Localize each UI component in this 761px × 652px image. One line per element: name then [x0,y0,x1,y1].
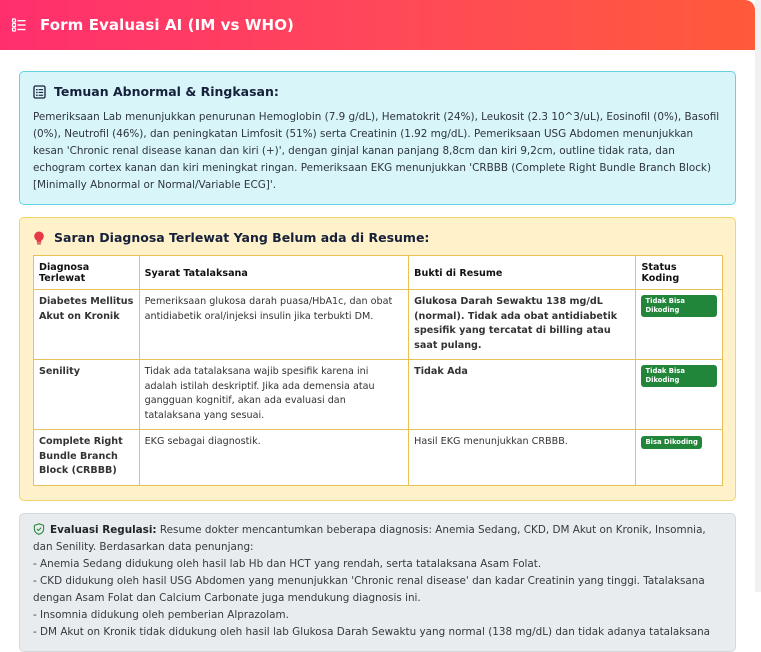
regulation-card [19,513,736,652]
missed-diagnosis-title: Saran Diagnosa Terlewat Yang Belum ada di Resume: [54,230,430,245]
column-header: Syarat Tatalaksana [139,256,409,290]
regulation-label: Evaluasi Regulasi: [50,523,157,536]
status-cell [636,360,723,430]
table-row [34,290,723,360]
form-header [0,0,755,50]
status-badge: Tidak Bisa Dikoding [641,295,717,317]
table-row [34,430,723,486]
missed-diagnosis-card [19,217,736,501]
status-cell [636,290,723,360]
scrollbar[interactable] [755,0,761,592]
evidence-cell: Glukosa Darah Sewaktu 138 mg/dL (normal). Tidak ada obat antidiabetik spesifik yang tercatat di billing atau saat pulang. [409,290,636,360]
findings-heading [33,84,723,99]
regulation-intro [33,524,706,553]
missed-diagnosis-heading [33,230,723,245]
requirement-cell: EKG sebagai diagnostik. [139,430,409,486]
evidence-cell: Hasil EKG menunjukkan CRBBB. [409,430,636,486]
regulation-line: - DM Akut on Kronik tidak didukung oleh hasil lab Glukosa Darah Sewaktu yang normal (138 mg/dL) dan tidak adanya tatalaksana [33,625,711,638]
status-cell [636,430,723,486]
regulation-line: - Insomnia didukung oleh pemberian Alprazolam. [33,608,289,621]
table-row [34,360,723,430]
form-title: Form Evaluasi AI (IM vs WHO) [40,16,295,34]
clipboard-list-icon [33,85,47,99]
findings-text: Pemeriksaan Lab menunjukkan penurunan Hemoglobin (7.9 g/dL), Hematokrit (24%), Leukosit (2.3 10^3/uL), Eosinofil (0%), Basofil (0%), Neutrofil (46%), dan peningkatan Limfosit (51%) serta Creatinin (1.92 mg/dL). Pemeriksaan USG Abdomen menunjukkan kesan 'Chronic renal disease kanan dan kiri (+)', dengan ginjal kanan panjang 8,8cm dan kiri 9,2cm, outline tidak rata, dan echogram cortex kanan dan kiri meningkat ringan. Pemeriksaan EKG menunjukkan 'CRBBB (Complete Right Bundle Branch Block) [Minimally Abnormal or Normal/Variable ECG]'. [33,111,720,191]
findings-card [19,71,736,205]
column-header: Bukti di Resume [409,256,636,290]
status-badge: Tidak Bisa Dikoding [641,365,717,387]
lightbulb-icon [33,231,47,245]
column-header: Status Koding [636,256,723,290]
requirement-cell: Pemeriksaan glukosa darah puasa/HbA1c, dan obat antidiabetik oral/injeksi insulin jika terbukti DM. [139,290,409,360]
list-check-icon [12,18,26,32]
regulation-intro-text: Resume dokter mencantumkan beberapa diagnosis: Anemia Sedang, CKD, DM Akut on Kronik, Insomnia, dan Senility. Berdasarkan data penunjang: [33,523,706,553]
table-header-row [34,256,723,290]
evidence-cell: Tidak Ada [409,360,636,430]
status-badge: Bisa Dikoding [641,436,701,449]
missed-diagnosis-table [33,255,723,486]
shield-check-icon [33,523,45,535]
regulation-line: - Anemia Sedang didukung oleh hasil lab Hb dan HCT yang rendah, serta tatalaksana Asam Folat. [33,557,542,570]
form-content [0,50,755,652]
column-header: Diagnosa Terlewat [34,256,140,290]
findings-title: Temuan Abnormal & Ringkasan: [54,84,279,99]
diagnosis-cell: Complete Right Bundle Branch Block (CRBBB) [34,430,140,486]
diagnosis-cell: Diabetes Mellitus Akut on Kronik [34,290,140,360]
regulation-line: - CKD didukung oleh hasil USG Abdomen yang menunjukkan 'Chronic renal disease' dan kadar Creatinin yang tinggi. Tatalaksana dengan Asam Folat dan Calcium Carbonate juga mendukung diagnosis ini. [33,574,705,604]
requirement-cell: Tidak ada tatalaksana wajib spesifik karena ini adalah istilah deskriptif. Jika ada demensia atau gangguan kognitif, akan ada evaluasi dan tatalaksana yang sesuai. [139,360,409,430]
diagnosis-cell: Senility [34,360,140,430]
